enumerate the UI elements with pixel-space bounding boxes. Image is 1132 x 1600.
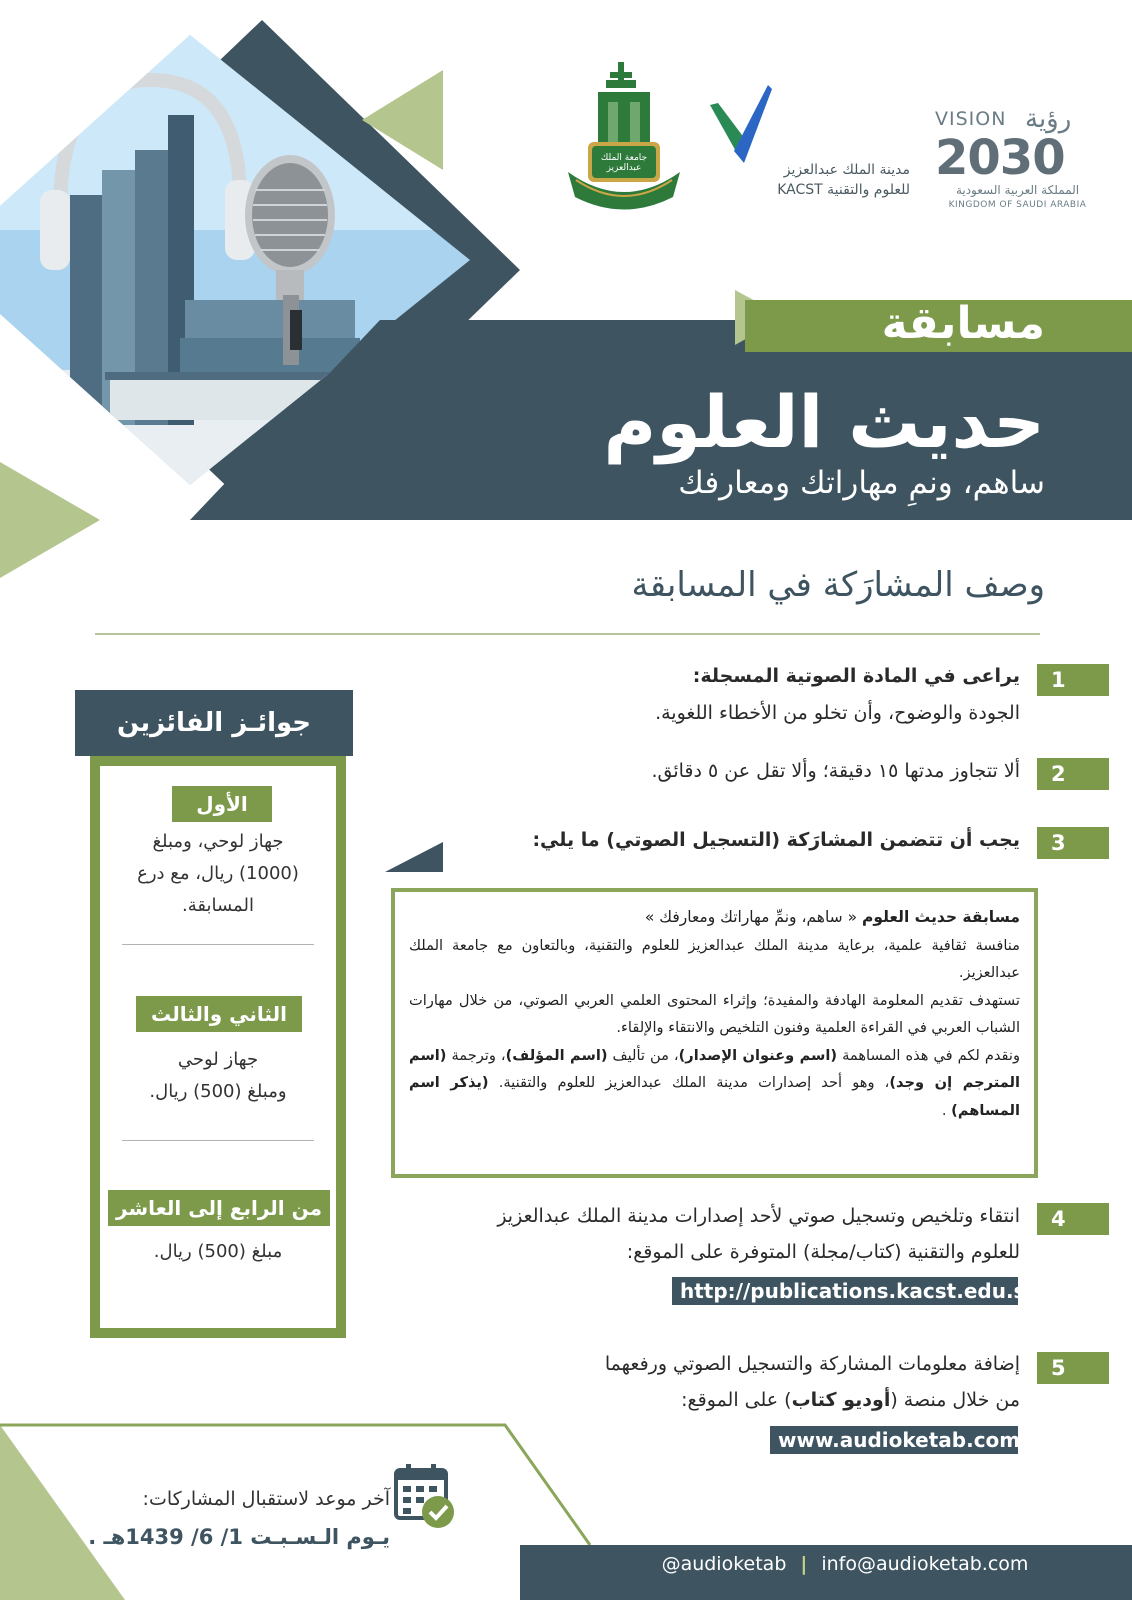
prizes-panel <box>90 756 346 1338</box>
vision-kingdom-en: KINGDOM OF SAUDI ARABIA <box>948 200 1087 210</box>
kau-seal-text: جامعة الملك عبدالعزيز <box>600 153 648 173</box>
desc-paragraph-2: تستهدف تقديم المعلومة الهادفة والمفيدة؛ وإثراء المحتوى العلمي العربي الصوتي، من خلال مهارات الشباب العربي في القراءة العلمية وفنون التلخيص والانتقاء والإلقاء. <box>409 991 1020 1036</box>
item-4-line2: للعلوم والتقنية (كتاب/مجلة) المتوفرة على الموقع: <box>626 1241 1020 1263</box>
competition-label: مسابقة <box>881 298 1045 349</box>
vision-arabic-word: رؤية <box>1025 104 1072 134</box>
prize-second-third-line2: ومبلغ (500) ريال. <box>149 1081 287 1102</box>
item-number-5: 5 <box>1037 1352 1109 1384</box>
prize-divider-1 <box>122 944 314 945</box>
prize-first-line2: (1000) ريال، مع درع <box>137 863 299 884</box>
prize-second-third-line1: جهاز لوحي <box>177 1049 259 1070</box>
item-5-line1: إضافة معلومات المشاركة والتسجيل الصوتي ورفعهما <box>604 1353 1020 1375</box>
prize-divider-2 <box>122 1140 314 1141</box>
item-4-line1: انتقاء وتلخيص وتسجيل صوتي لأحد إصدارات مدينة الملك عبدالعزيز <box>497 1205 1020 1227</box>
footer-contacts <box>600 1553 1090 1575</box>
description-box <box>391 888 1038 1178</box>
prize-first-label: الأول <box>172 786 272 822</box>
prizes-inner <box>100 766 336 1328</box>
kacst-name-line1: مدينة الملك عبدالعزيز <box>783 162 910 178</box>
audioketab-url-link[interactable]: www.audioketab.com <box>770 1426 1018 1454</box>
prizes-heading: جوائـز الفائزين <box>75 690 353 756</box>
vision-2030-logo <box>935 104 1105 213</box>
item-number-4: 4 <box>1037 1203 1109 1235</box>
kacst-logo <box>740 90 910 220</box>
item-3-heading: يجب أن تتضمن المشارَكة (التسجيل الصوتي) ما يلي: <box>532 829 1020 851</box>
kau-seal-icon <box>568 62 680 212</box>
deadline-date: يـوم الـسـبـت 1/ 6/ 1439هـ . <box>88 1525 390 1549</box>
deadline-label: آخر موعد لاستقبال المشاركات: <box>142 1488 390 1510</box>
vision-year: 2030 <box>935 130 1065 186</box>
desc-corner-triangle <box>385 842 443 872</box>
desc-paragraph-1: منافسة ثقافية علمية، برعاية مدينة الملك عبدالعزيز للعلوم والتقنية، وبالتعاون مع جامعة الملك عبدالعزيز. <box>409 936 1020 981</box>
item-number-3: 3 <box>1037 827 1109 859</box>
prize-first-line1: جهاز لوحي، ومبلغ <box>152 831 284 852</box>
prize-second-third-label: الثاني والثالث <box>136 996 302 1032</box>
footer-separator: | <box>800 1553 808 1575</box>
item-2-text: ألا تتجاوز مدتها ١٥ دقيقة؛ وألا تقل عن ٥ دقائق. <box>651 760 1020 782</box>
vision-kingdom-ar: المملكة العربية السعودية <box>955 183 1080 197</box>
prize-first-line3: المسابقة. <box>182 895 254 916</box>
competition-slogan: ساهم، ونمِ مهاراتك ومعارفك <box>678 465 1045 501</box>
kacst-name-line2: للعلوم والتقنية KACST <box>777 182 910 198</box>
kacst-v-mark-icon <box>710 85 790 165</box>
item-number-1: 1 <box>1037 664 1109 696</box>
section-divider <box>95 633 1040 635</box>
footer-handle-link[interactable]: @audioketab <box>661 1553 787 1575</box>
footer-email-link[interactable]: info@audioketab.com <box>821 1553 1029 1575</box>
kau-seal-logo <box>568 62 680 212</box>
prize-fourth-tenth-line1: مبلغ (500) ريال. <box>153 1241 283 1262</box>
competition-title: حديث العلوم <box>603 380 1045 464</box>
green-triangle-left <box>0 462 100 578</box>
item-5-line2: من خلال منصة (أوديو كتاب) على الموقع: <box>681 1389 1020 1411</box>
green-triangle-footer <box>0 1425 125 1600</box>
item-number-2: 2 <box>1037 758 1109 790</box>
desc-title-bold: مسابقة حديث العلوم <box>862 908 1020 926</box>
prize-fourth-tenth-label: من الرابع إلى العاشر <box>108 1190 330 1226</box>
desc-paragraph-3: ونقدم لكم في هذه المساهمة (اسم وعنوان الإصدار)، من تأليف (اسم المؤلف)، وترجمة (اسم المترجم إن وجد)، وهو أحد إصدارات مدينة الملك عبدالعزيز للعلوم والتقنية. (يذكر اسم المساهم) . <box>409 1046 1021 1119</box>
item-1-text: الجودة والوضوح، وأن تخلو من الأخطاء اللغوية. <box>655 702 1020 724</box>
desc-title-rest: « ساهم، ونمِّ مهاراتك ومعارفك » <box>644 908 862 926</box>
publications-url-link[interactable]: http://publications.kacst.edu.sa <box>672 1277 1018 1305</box>
calendar-check-icon <box>392 1462 458 1532</box>
section-title: وصف المشارَكة في المسابقة <box>631 565 1045 605</box>
item-1-heading: يراعى في المادة الصوتية المسجلة: <box>692 665 1020 687</box>
vision-word: VISION <box>935 108 1007 130</box>
